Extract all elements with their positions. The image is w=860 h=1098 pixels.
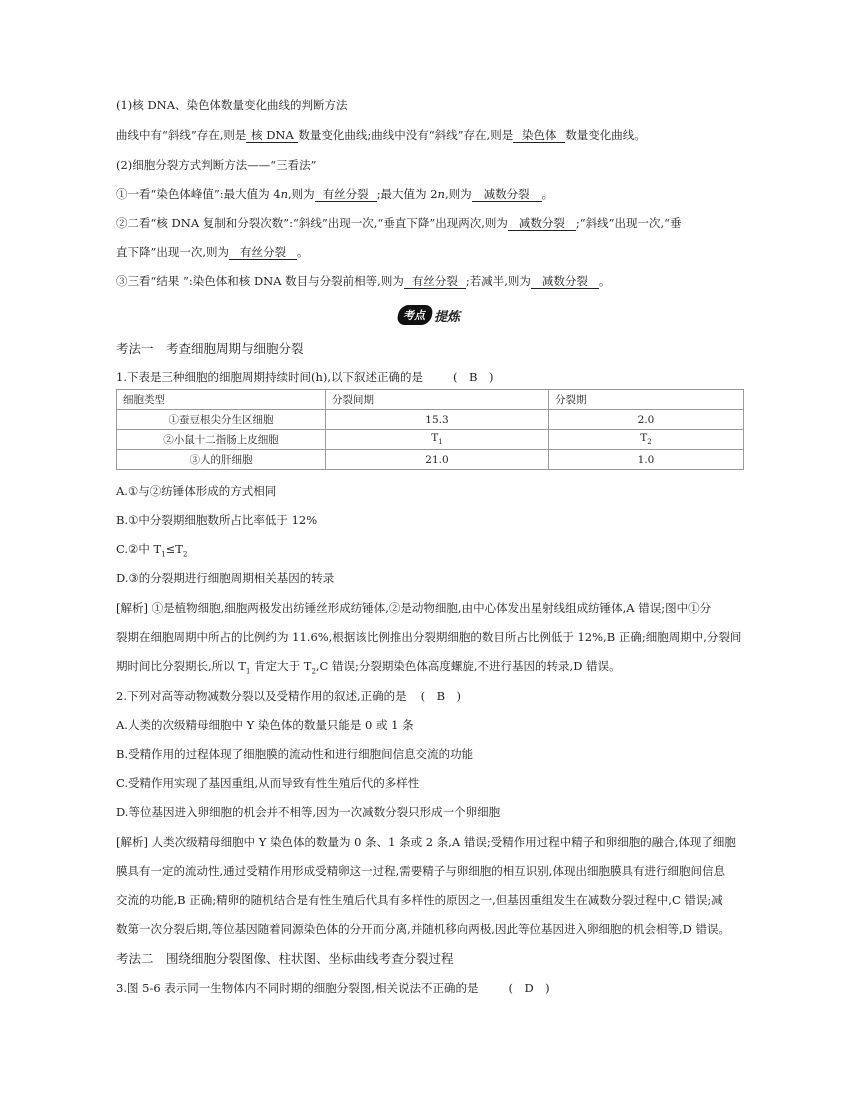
question-1-stem (116, 369, 493, 385)
subscript: 2 (182, 550, 188, 559)
text: ③三看“结果 ”:染色体和核 DNA 数目与分裂前相等,则为 (116, 274, 404, 288)
table-cell: ③人的肝细胞 (117, 450, 326, 470)
blank-answer: 减数分裂 (472, 188, 542, 202)
text: 。 (541, 187, 554, 201)
q2-option-a: A.人类的次级精母细胞中 Y 染色体的数量只能是 0 或 1 条 (116, 718, 414, 732)
text: ,C 错误;分裂期染色体高度螺旋,不进行基因的转录,D 错误。 (315, 659, 621, 673)
text: ①一看“染色体峰值”:最大值为 4 (116, 187, 281, 201)
subscript: 1 (245, 667, 251, 676)
text: 数量变化曲线。 (565, 128, 646, 142)
badge-pill: 考点 (396, 305, 434, 325)
text: 1.下表是三种细胞的细胞周期持续时间(h),以下叙述正确的是 (116, 370, 424, 384)
answer-bracket: ( D ) (508, 981, 550, 995)
paragraph-curve-judgement (116, 127, 646, 143)
table-header: 分裂期 (549, 390, 744, 410)
q1-option-d: D.③的分裂期进行细胞周期相关基因的转录 (116, 571, 335, 585)
table-row (117, 410, 744, 430)
text: 数量变化曲线;曲线中没有“斜线”存在,则是 (298, 128, 514, 142)
blank-answer: 减数分裂 (508, 217, 576, 231)
text: 直下降”出现一次,则为 (116, 245, 230, 259)
paragraph-first-look (116, 186, 553, 202)
table-cell: 15.3 (326, 410, 549, 430)
table-cell: ①蚕豆根尖分生区细胞 (117, 410, 326, 430)
table-header-row (117, 390, 744, 410)
cell-text: T (431, 432, 439, 445)
cell-cycle-table (116, 389, 744, 470)
text: ②二看“核 DNA 复制和分裂次数”:“斜线”出现一次,“垂直下降”出现两次,则为 (116, 216, 508, 230)
method-heading-1: 考法一 考查细胞周期与细胞分裂 (116, 341, 304, 356)
text: ,则为 (288, 187, 315, 201)
q2-explanation-line: 膜具有一定的流动性,通过受精作用形成受精卵这一过程,需要精子与卵细胞的相互识别,体现出细胞膜具有进行细胞间信息 (116, 864, 725, 878)
q2-explanation-line: [解析] 人类次级精母细胞中 Y 染色体的数量为 0 条、1 条或 2 条,A 错误;受精作用过程中精子和卵细胞的融合,体现了细胞 (116, 835, 736, 849)
cell-text: T (640, 432, 648, 445)
method-heading-2: 考法二 围绕细胞分裂图像、柱状图、坐标曲线考查分裂过程 (116, 951, 454, 966)
text: 曲线中有“斜线”存在,则是 (116, 128, 247, 142)
blank-answer: 染色体 (513, 129, 565, 143)
text: ;最大值为 2 (376, 187, 438, 201)
q1-option-b: B.①中分裂期细胞数所占比率低于 12% (116, 513, 318, 527)
paragraph-second-look (116, 215, 682, 231)
q2-option-d: D.等位基因进入卵细胞的机会并不相等,因为一次减数分裂只形成一个卵细胞 (116, 805, 501, 819)
table-cell (326, 430, 549, 450)
q1-option-a: A.①与②纺锤体形成的方式相同 (116, 484, 277, 498)
kaodian-tilian-badge (398, 304, 464, 326)
blank-answer: 有丝分裂 (315, 188, 377, 202)
text: C.②中 T (116, 542, 162, 556)
table-cell: 2.0 (549, 410, 744, 430)
q1-explanation-line (116, 658, 621, 679)
blank-answer: 核 DNA (246, 129, 298, 143)
table-cell: 21.0 (326, 450, 549, 470)
italic-n: n (280, 187, 289, 201)
badge-text: 提炼 (434, 309, 461, 325)
text: 。 (598, 274, 611, 288)
text: 3.图 5-6 表示同一生物体内不同时期的细胞分裂图,相关说法不正确的是 (116, 981, 479, 995)
q2-explanation-line: 交流的功能,B 正确;精卵的随机结合是有性生殖后代具有多样性的原因之一,但基因重组发生在减数分裂过程中,C 错误;减 (116, 893, 723, 907)
paragraph-third-look (116, 273, 610, 289)
subscript: 2 (647, 438, 652, 447)
text: ≤T (165, 542, 183, 556)
text: ;“斜线”出现一次,“垂 (575, 216, 682, 230)
method-title-1 (116, 97, 348, 113)
blank-answer: 有丝分裂 (229, 246, 297, 260)
text: ;若减半,则为 (465, 274, 531, 288)
answer-bracket: ( B ) (420, 689, 462, 703)
question-2-stem (116, 688, 461, 704)
subscript: 1 (161, 550, 166, 559)
text: 2.下列对高等动物减数分裂以及受精作用的叙述,正确的是 (116, 689, 407, 703)
question-3-stem (116, 980, 550, 996)
table-cell: ②小鼠十二指肠上皮细胞 (117, 430, 326, 450)
q1-explanation-line: [解析] ①是植物细胞,细胞两极发出纺锤丝形成纺锤体,②是动物细胞,由中心体发出星射线组成纺锤体,A 错误;图中①分 (116, 601, 712, 615)
q1-explanation-line: 裂期在细胞周期中所占的比例约为 11.6%,根据该比例推出分裂期细胞的数目所占比例低于 12%,B 正确;细胞周期中,分裂间 (116, 630, 742, 644)
table-header: 分裂间期 (326, 390, 549, 410)
q2-option-b: B.受精作用的过程体现了细胞膜的流动性和进行细胞间信息交流的功能 (116, 747, 474, 761)
table-header: 细胞类型 (117, 390, 326, 410)
paragraph-text: (2)细胞分裂方式判断方法——“三看法” (116, 158, 317, 172)
table-cell: 1.0 (549, 450, 744, 470)
table-row (117, 450, 744, 470)
q2-option-c: C.受精作用实现了基因重组,从而导致有性生殖后代的多样性 (116, 776, 420, 790)
blank-answer: 减数分裂 (531, 275, 599, 289)
answer-bracket: ( B ) (453, 370, 494, 384)
table-cell (549, 430, 744, 450)
table-row (117, 430, 744, 450)
text: 肯定大于 T (250, 659, 312, 673)
subscript: 1 (438, 438, 443, 447)
italic-n: n (437, 187, 445, 201)
q1-option-c (116, 541, 187, 562)
q2-explanation-line: 数第一次分裂后期,等位基因随着同源染色体的分开而分离,并随机移向两极,因此等位基因进入卵细胞的机会相等,D 错误。 (116, 922, 730, 936)
text: 。 (297, 245, 309, 259)
method-title-2 (116, 157, 317, 173)
paragraph-second-look-cont (116, 244, 309, 260)
text: ,则为 (444, 187, 472, 201)
paragraph-text: (1)核 DNA、染色体数量变化曲线的判断方法 (116, 98, 348, 112)
text: 期时间比分裂期长,所以 T (116, 659, 246, 673)
subscript: 2 (311, 667, 316, 676)
blank-answer: 有丝分裂 (404, 275, 466, 289)
